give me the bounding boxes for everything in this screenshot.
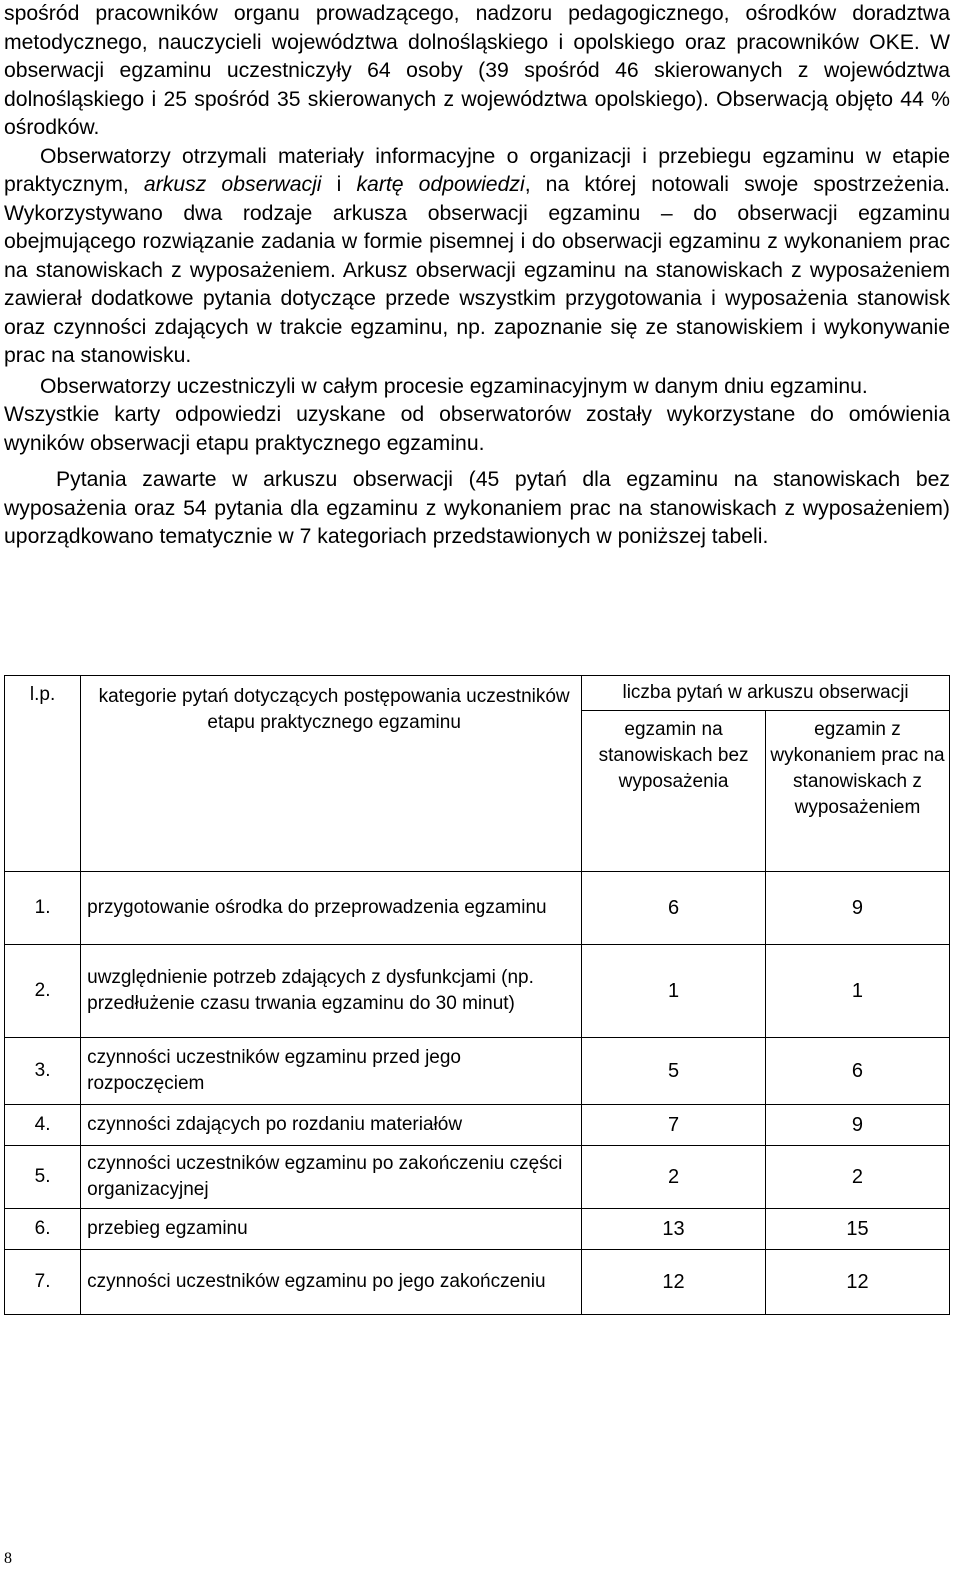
row-category: uwzględnienie potrzeb zdających z dysfunkcjami (np. przedłużenie czasu trwania egzaminu do 30 minut) [81, 945, 582, 1038]
header-category: kategorie pytań dotyczących postępowania uczestników etapu praktycznego egzaminu [81, 676, 582, 872]
table-header-row [5, 676, 950, 711]
table-row [5, 945, 950, 1038]
header-lp: l.p. [5, 676, 81, 872]
row-lp: 2. [5, 945, 81, 1038]
paragraph-3: Obserwatorzy uczestniczyli w całym procesie egzaminacyjnym w danym dniu egzaminu. [40, 374, 868, 398]
row-category: przebieg egzaminu [81, 1209, 582, 1250]
row-lp: 7. [5, 1250, 81, 1315]
row-count-b: 9 [765, 872, 949, 945]
row-count-a: 7 [582, 1105, 766, 1146]
row-count-a: 6 [582, 872, 766, 945]
paragraph-2-karta: kartę odpowiedzi [356, 173, 525, 196]
table-row [5, 1038, 950, 1105]
row-count-b: 15 [765, 1209, 949, 1250]
table-row [5, 1250, 950, 1315]
row-count-b: 9 [765, 1105, 949, 1146]
table-row [5, 1146, 950, 1209]
paragraph-2-arkusz: arkusz obserwacji [143, 173, 322, 196]
row-lp: 1. [5, 872, 81, 945]
header-col-b: egzamin z wykonaniem prac na stanowiskach z wyposażeniem [765, 711, 949, 872]
row-count-b: 2 [765, 1146, 949, 1209]
paragraph-2-part-e: , na której notowali swoje spostrzeżenia. Wykorzystywano dwa rodzaje arkusza obserwacji egzaminu – do obserwacji egzaminu obejmującego rozwiązanie zadania w formie pisemnej i do obserwacji egzaminu z wykonaniem prac na stanowiskach z wyposażeniem. Arkusz obserwacji egzaminu na stanowiskach z wyposażeniem zawierał dodatkowe pytania dotyczące przede wszystkim przygotowania i wyposażenia stanowisk oraz czynności zdających w trakcie egzaminu, np. zapoznanie się ze stanowiskiem i wykonywanie prac na stanowisku. [4, 173, 951, 367]
row-count-b: 1 [765, 945, 949, 1038]
paragraph-2 [4, 143, 950, 371]
row-count-a: 5 [582, 1038, 766, 1105]
table-row [5, 872, 950, 945]
row-count-a: 13 [582, 1209, 766, 1250]
row-category: czynności zdających po rozdaniu materiałów [81, 1105, 582, 1146]
body-text [4, 0, 950, 552]
row-count-b: 6 [765, 1038, 949, 1105]
categories-table [4, 675, 950, 1315]
paragraph-1: spośród pracowników organu prowadzącego, nadzoru pedagogicznego, ośrodków doradztwa metodycznego, nauczycieli województwa dolnośląskiego i opolskiego oraz pracowników OKE. W obserwacji egzaminu uczestniczyły 64 osoby (39 spośród 46 skierowanych z województwa dolnośląskiego i 25 spośród 35 skierowanych z województwa opolskiego). Obserwacją objęto 44 % ośrodków. [4, 2, 950, 139]
row-category: przygotowanie ośrodka do przeprowadzenia egzaminu [81, 872, 582, 945]
row-count-a: 1 [582, 945, 766, 1038]
row-lp: 3. [5, 1038, 81, 1105]
header-count-group: liczba pytań w arkuszu obserwacji [582, 676, 950, 711]
row-count-b: 12 [765, 1250, 949, 1315]
page-number: 8 [4, 1550, 12, 1567]
row-count-a: 2 [582, 1146, 766, 1209]
row-category: czynności uczestników egzaminu po zakończeniu części organizacyjnej [81, 1146, 582, 1209]
paragraph-2-part-c: i [321, 173, 357, 196]
row-category: czynności uczestników egzaminu przed jego rozpoczęciem [81, 1038, 582, 1105]
header-col-a: egzamin na stanowiskach bez wyposażenia [582, 711, 766, 872]
row-lp: 4. [5, 1105, 81, 1146]
row-lp: 6. [5, 1209, 81, 1250]
table-row [5, 1209, 950, 1250]
table-row [5, 1105, 950, 1146]
paragraph-4: Wszystkie karty odpowiedzi uzyskane od obserwatorów zostały wykorzystane do omówienia wyników obserwacji etapu praktycznego egzaminu. [4, 403, 950, 455]
row-lp: 5. [5, 1146, 81, 1209]
paragraph-2-part-a: Obserwatorzy otrzymali materiały informacyjne o organizacji i przebiegu egzaminu w etapie praktycznym, [4, 144, 950, 196]
row-count-a: 12 [582, 1250, 766, 1315]
paragraph-5: Pytania zawarte w arkuszu obserwacji (45 pytań dla egzaminu na stanowiskach bez wyposażenia oraz 54 pytania dla egzaminu z wykonaniem prac na stanowiskach z wyposażeniem) uporządkowano tematycznie w 7 kategoriach przedstawionych w poniższej tabeli. [4, 468, 950, 548]
row-category: czynności uczestników egzaminu po jego zakończeniu [81, 1250, 582, 1315]
